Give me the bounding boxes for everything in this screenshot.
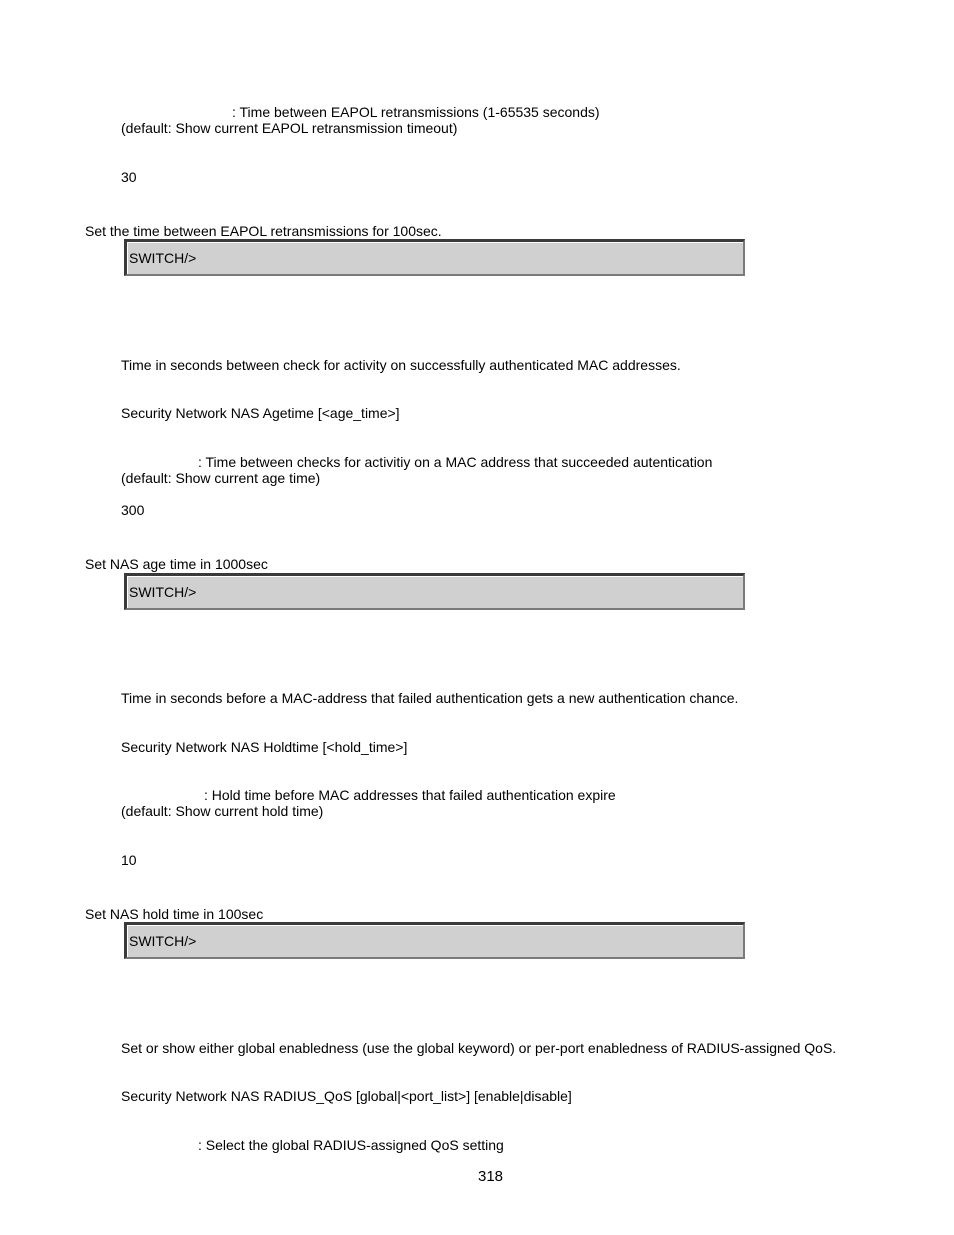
radius-qos-param-desc: : Select the global RADIUS-assigned QoS setting	[198, 1137, 504, 1153]
agetime-syntax: Security Network NAS Agetime [<age_time>]	[121, 405, 400, 421]
eapol-param-desc: : Time between EAPOL retransmissions (1-65535 seconds)	[232, 104, 600, 120]
agetime-example-command-box	[124, 573, 745, 610]
radius-qos-syntax: Security Network NAS RADIUS_QoS [global|<port_list>] [enable|disable]	[121, 1088, 572, 1104]
agetime-example-desc: Set NAS age time in 1000sec	[85, 556, 268, 572]
eapol-example-command-box	[124, 239, 745, 276]
eapol-command-prompt: SWITCH/>	[129, 250, 197, 266]
page-number: 318	[478, 1168, 504, 1185]
holdtime-syntax: Security Network NAS Holdtime [<hold_time>]	[121, 739, 408, 755]
holdtime-command-prompt: SWITCH/>	[129, 933, 197, 949]
agetime-default-value: 300	[121, 502, 145, 518]
holdtime-param-desc: : Hold time before MAC addresses that failed authentication expire	[204, 787, 616, 803]
holdtime-default-value: 10	[121, 852, 137, 868]
holdtime-description: Time in seconds before a MAC-address that failed authentication gets a new authentication chance.	[121, 690, 739, 706]
eapol-example-desc: Set the time between EAPOL retransmissions for 100sec.	[85, 223, 442, 239]
eapol-default-value: 30	[121, 169, 137, 185]
agetime-param-desc: : Time between checks for activitiy on a MAC address that succeeded autentication	[198, 454, 713, 470]
holdtime-example-command-box	[124, 922, 745, 959]
holdtime-param-default: (default: Show current hold time)	[121, 803, 324, 819]
holdtime-example-desc: Set NAS hold time in 100sec	[85, 906, 264, 922]
agetime-param-default: (default: Show current age time)	[121, 470, 321, 486]
agetime-description: Time in seconds between check for activity on successfully authenticated MAC addresses.	[121, 357, 681, 373]
eapol-param-default: (default: Show current EAPOL retransmission timeout)	[121, 120, 458, 136]
agetime-command-prompt: SWITCH/>	[129, 584, 197, 600]
radius-qos-description: Set or show either global enabledness (use the global keyword) or per-port enabledness of RADIUS-assigned QoS.	[121, 1040, 837, 1056]
